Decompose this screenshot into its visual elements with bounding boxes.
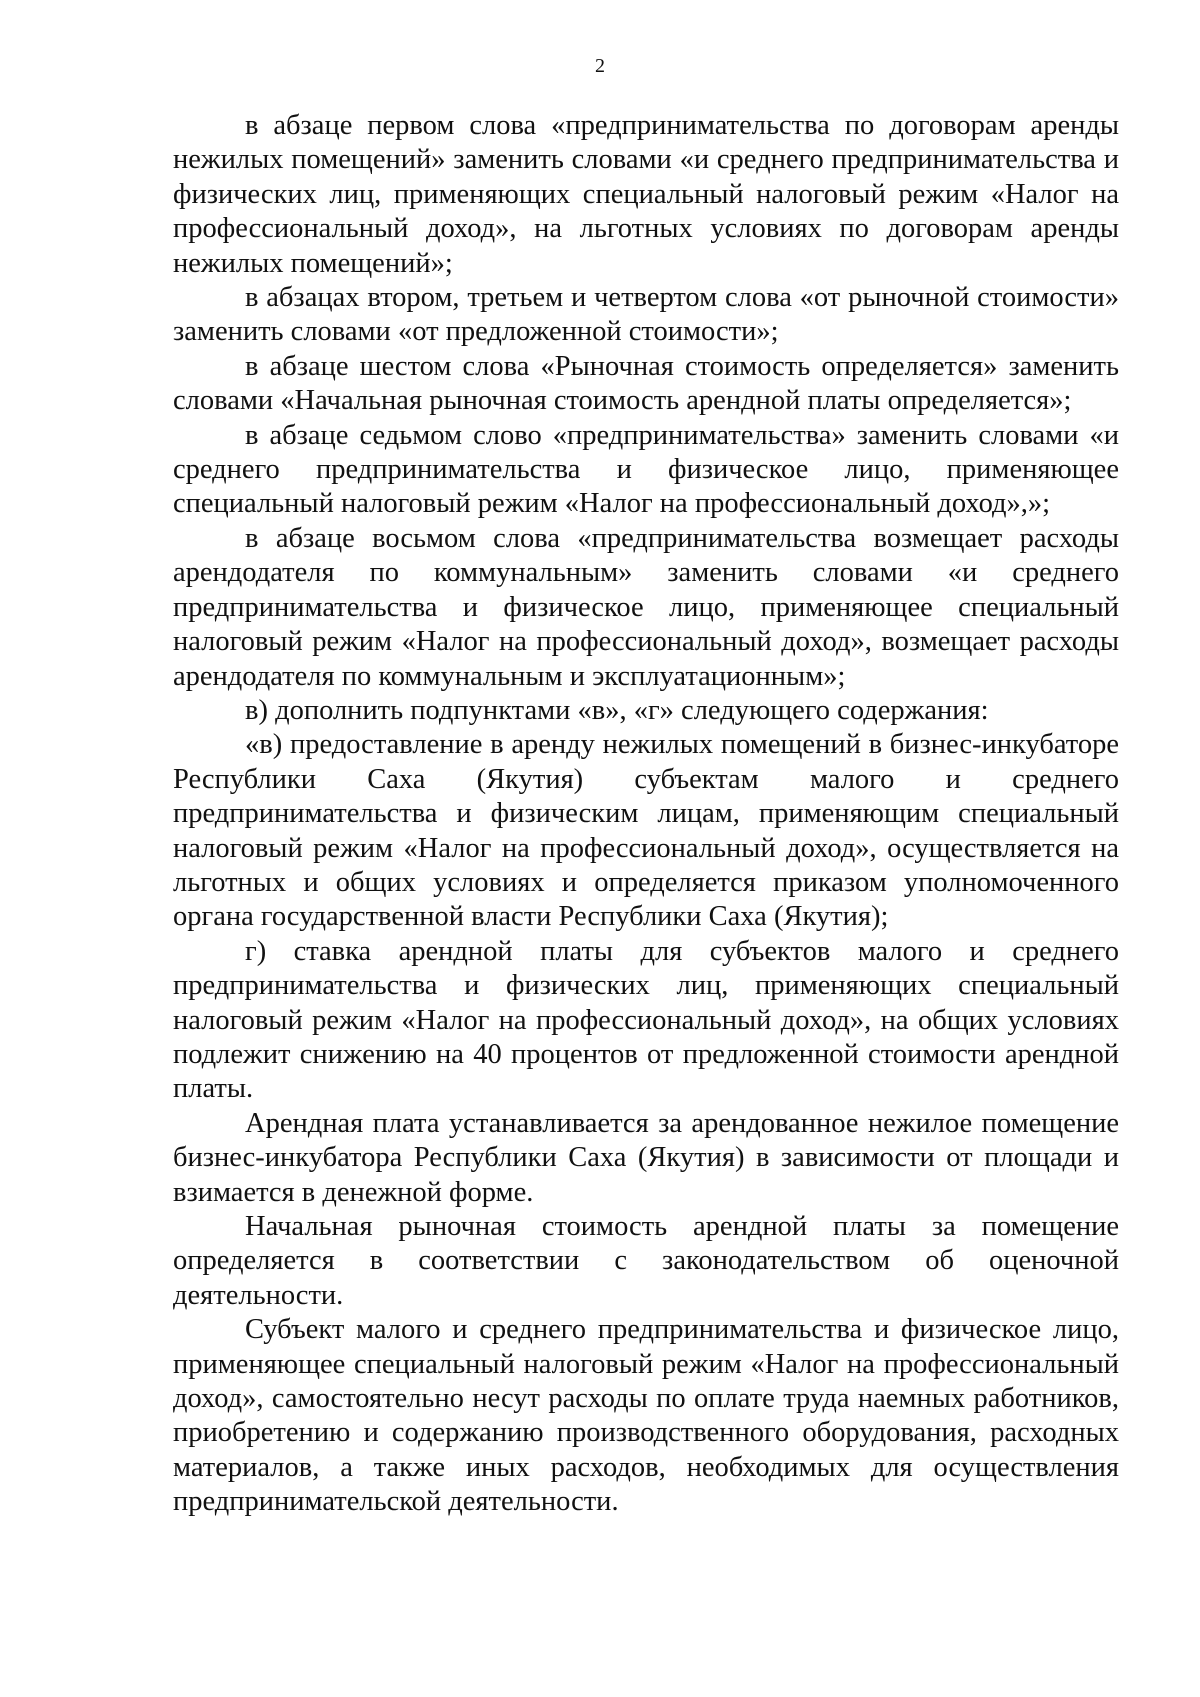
paragraph-9: Арендная плата устанавливается за арендованное нежилое помещение бизнес-инкубатора Республики Саха (Якутия) в зависимости от площади и взимается в денежной форме. [173,1107,1119,1208]
paragraph-6: в) дополнить подпунктами «в», «г» следующего содержания: [245,694,989,726]
page-number: 2 [595,55,605,77]
paragraph-5: в абзаце восьмом слова «предпринимательства возмещает расходы арендодателя по коммунальным» заменить словами «и среднего предпринимательства и физическое лицо, применяющее специальный налоговый режим «Налог на профессиональный доход», возмещает расходы арендодателя по коммунальным и эксплуатационным»; [173,522,1119,692]
paragraph-4: в абзаце седьмом слово «предпринимательства» заменить словами «и среднего предпринимательства и физическое лицо, применяющее специальный налоговый режим «Налог на профессиональный доход»,»; [173,419,1119,520]
paragraph-7: «в) предоставление в аренду нежилых помещений в бизнес-инкубаторе Республики Саха (Якутия) субъектам малого и среднего предпринимательства и физическим лицам, применяющим специальный налоговый режим «Налог на профессиональный доход», осуществляется на льготных и общих условиях и определяется приказом уполномоченного органа государственной власти Республики Саха (Якутия); [173,729,1119,933]
paragraph-1: в абзаце первом слова «предпринимательства по договорам аренды нежилых помещений» заменить словами «и среднего предпринимательства и физических лиц, применяющих специальный налоговый режим «Налог на профессиональный доход», на льготных условиях по договорам аренды нежилых помещений»; [173,110,1119,279]
paragraph-3: в абзаце шестом слова «Рыночная стоимость определяется» заменить словами «Начальная рыночная стоимость арендной платы определяется»; [173,350,1119,417]
document-body [173,109,1119,1520]
paragraph-8: г) ставка арендной платы для субъектов малого и среднего предпринимательства и физических лиц, применяющих специальный налоговый режим «Налог на профессиональный доход», на общих условиях подлежит снижению на 40 процентов от предложенной стоимости арендной платы. [173,935,1119,1105]
paragraph-10: Начальная рыночная стоимость арендной платы за помещение определяется в соответствии с законодательством об оценочной деятельности. [173,1211,1119,1311]
paragraph-11: Субъект малого и среднего предпринимательства и физическое лицо, применяющее специальный налоговый режим «Налог на профессиональный доход», самостоятельно несут расходы по оплате труда наемных работников, приобретению и содержанию производственного оборудования, расходных материалов, а также иных расходов, необходимых для осуществления предпринимательской деятельности. [173,1314,1119,1518]
paragraph-2: в абзацах втором, третьем и четвертом слова «от рыночной стоимости» заменить словами «от предложенной стоимости»; [173,282,1119,348]
